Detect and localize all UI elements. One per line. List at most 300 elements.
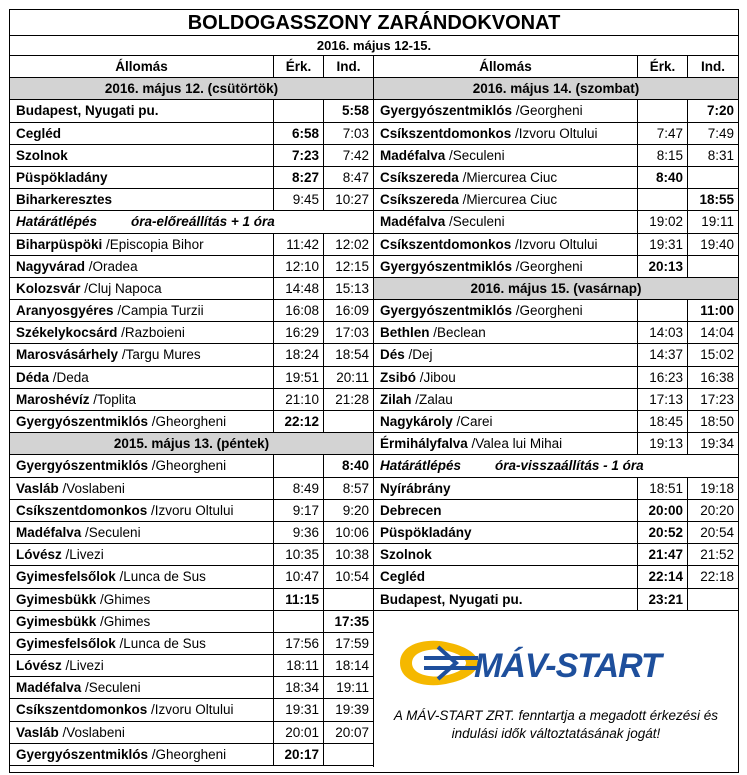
arrival-time: 9:17 <box>274 500 324 521</box>
table-row <box>10 522 373 544</box>
logo-area <box>374 611 738 767</box>
table-row <box>10 744 373 766</box>
station-name: Érmihályfalva <box>380 436 468 452</box>
station-cell <box>374 411 638 432</box>
arrival-time: 8:27 <box>274 167 324 188</box>
arrival-header: Érk. <box>274 56 324 77</box>
table-row <box>10 566 373 588</box>
table-row <box>374 145 738 167</box>
table-row <box>374 411 738 433</box>
departure-header: Ind. <box>336 59 361 74</box>
border-crossing-label: Határátlépés <box>380 458 462 474</box>
table-row <box>374 189 738 211</box>
arrival-time: 18:24 <box>274 344 324 365</box>
arrival-time: 20:00 <box>638 500 688 521</box>
table-row <box>10 123 373 145</box>
arrival-time <box>274 611 324 632</box>
table-row <box>10 655 373 677</box>
arrival-time: 14:37 <box>638 344 688 365</box>
station-cell <box>10 478 274 499</box>
table-row <box>10 367 373 389</box>
arrival-time: 17:56 <box>274 633 324 654</box>
departure-time: 7:20 <box>706 103 734 119</box>
station-alt-name: /Voslabeni <box>58 480 125 496</box>
station-name: Biharpüspöki <box>16 236 103 252</box>
station-name: Püspökladány <box>16 169 108 185</box>
station-name: Budapest, Nyugati pu. <box>380 591 523 607</box>
station-alt-name: /Episcopia Bihor <box>102 236 204 252</box>
departure-time: 20:20 <box>700 502 734 518</box>
table-row <box>10 722 373 744</box>
arrival-time: 9:36 <box>274 522 324 543</box>
timetable-dates: 2016. május 12-15. <box>10 36 738 56</box>
station-name: Gyergyószentmiklós <box>16 458 149 474</box>
station-alt-name: /Ghimes <box>96 591 151 607</box>
station-name: Gyergyószentmiklós <box>380 103 513 119</box>
station-alt-name: /Campia Turzii <box>113 303 204 319</box>
station-name: Vasláb <box>16 480 59 496</box>
station-cell <box>374 433 638 454</box>
station-alt-name: /Lunca de Sus <box>115 569 206 585</box>
table-row <box>374 123 738 145</box>
timetable-title: BOLDOGASSZONY ZARÁNDOKVONAT <box>10 10 738 36</box>
arrival-time: 6:58 <box>274 123 324 144</box>
arrival-time: 10:47 <box>274 566 324 587</box>
station-name: Gyimesfelsőlok <box>16 635 116 651</box>
station-name: Gyergyószentmiklós <box>380 258 513 274</box>
station-name: Gyimesbükk <box>16 613 97 629</box>
arrival-time: 20:17 <box>274 744 324 765</box>
station-name: Cegléd <box>16 125 62 141</box>
station-cell <box>10 389 274 410</box>
departure-time <box>324 744 373 765</box>
table-row <box>374 522 738 544</box>
station-name: Kolozsvár <box>16 280 81 296</box>
table-row <box>374 167 738 189</box>
table-row <box>10 145 373 167</box>
arrival-time <box>638 300 688 321</box>
arrival-time: 14:03 <box>638 322 688 343</box>
departure-time: 17:23 <box>700 391 734 407</box>
departure-header: Ind. <box>701 59 725 74</box>
left-timetable <box>10 56 374 767</box>
station-name: Lóvész <box>16 547 62 563</box>
station-name: Vasláb <box>16 724 59 740</box>
station-name: Nagykároly <box>380 414 453 429</box>
station-cell <box>10 123 274 144</box>
station-cell <box>10 300 274 321</box>
table-row <box>10 256 373 278</box>
day-header: 2016. május 14. (szombat) <box>374 78 738 100</box>
departure-time: 19:11 <box>701 214 734 230</box>
departure-time: 19:11 <box>336 680 369 696</box>
arrival-time <box>638 189 688 210</box>
station-name: Madéfalva <box>380 214 446 230</box>
time-change-note: óra-visszaállítás - 1 óra <box>495 458 644 474</box>
station-alt-name: /Seculeni <box>445 147 505 163</box>
station-alt-name: /Miercurea Ciuc <box>458 169 558 185</box>
arrival-time: 19:13 <box>638 433 688 454</box>
departure-time: 19:40 <box>700 236 734 252</box>
station-name: Szolnok <box>380 547 432 563</box>
station-alt-name: /Lunca de Sus <box>115 635 206 651</box>
arrival-time: 21:47 <box>638 544 688 565</box>
border-crossing-row <box>374 455 738 477</box>
departure-time: 18:54 <box>335 347 369 363</box>
arrival-time: 19:51 <box>274 367 324 388</box>
table-row <box>10 611 373 633</box>
station-alt-name: /Targu Mures <box>118 347 201 363</box>
station-header: Állomás <box>10 56 274 77</box>
station-name: Déda <box>16 369 50 385</box>
table-row <box>374 566 738 588</box>
arrival-time: 10:35 <box>274 544 324 565</box>
departure-time: 10:54 <box>335 569 369 585</box>
station-name: Zsibó <box>380 369 416 385</box>
arrival-time: 12:10 <box>274 256 324 277</box>
station-cell <box>10 455 274 476</box>
table-row <box>10 699 373 721</box>
departure-time: 8:40 <box>341 458 369 474</box>
station-cell <box>10 411 274 432</box>
table-row <box>10 411 373 433</box>
departure-time: 7:03 <box>342 125 369 141</box>
departure-time: 7:49 <box>707 125 734 141</box>
station-alt-name: /Gheorgheni <box>148 458 227 474</box>
station-alt-name: /Izvoru Oltului <box>147 702 234 718</box>
station-name: Gyimesfelsőlok <box>16 569 116 585</box>
departure-time: 17:03 <box>335 325 369 341</box>
station-alt-name: /Izvoru Oltului <box>511 236 598 252</box>
station-cell <box>10 655 274 676</box>
table-row <box>10 344 373 366</box>
departure-time: 11:00 <box>700 303 734 319</box>
departure-time: 10:38 <box>335 547 369 563</box>
station-cell <box>374 145 638 166</box>
station-name: Nyírábrány <box>380 480 451 496</box>
border-crossing-label: Határátlépés <box>16 214 98 230</box>
departure-time: 15:02 <box>700 347 734 363</box>
station-cell <box>10 322 274 343</box>
station-name: Cegléd <box>380 569 426 585</box>
column-header <box>10 56 373 78</box>
station-cell <box>10 367 274 388</box>
station-cell <box>10 256 274 277</box>
station-alt-name: /Valea lui Mihai <box>467 436 563 452</box>
station-alt-name: /Dej <box>404 347 433 363</box>
station-cell <box>374 167 638 188</box>
station-cell <box>374 256 638 277</box>
station-cell <box>374 522 638 543</box>
station-alt-name: /Izvoru Oltului <box>511 125 598 141</box>
station-cell <box>10 566 274 587</box>
departure-time: 19:18 <box>700 480 734 496</box>
station-cell <box>10 722 274 743</box>
station-name: Debrecen <box>380 502 442 518</box>
departure-time: 20:11 <box>336 369 369 385</box>
station-alt-name: /Miercurea Ciuc <box>458 192 558 208</box>
station-cell <box>10 522 274 543</box>
station-alt-name: /Deda <box>49 369 89 385</box>
station-name: Madéfalva <box>16 524 82 540</box>
table-row <box>10 544 373 566</box>
day-header: 2015. május 13. (péntek) <box>10 433 373 455</box>
departure-time: 14:04 <box>700 325 734 341</box>
arrival-time: 23:21 <box>638 589 688 610</box>
departure-time: 16:09 <box>335 303 369 319</box>
arrival-time: 19:02 <box>638 211 688 232</box>
arrival-time: 16:23 <box>638 367 688 388</box>
arrival-time: 11:42 <box>274 234 324 255</box>
right-timetable <box>374 56 738 767</box>
departure-time: 18:14 <box>335 658 369 674</box>
arrival-time: 8:49 <box>274 478 324 499</box>
station-name: Csíkszereda <box>380 192 459 208</box>
station-cell <box>374 100 638 121</box>
departure-time: 9:20 <box>342 502 369 518</box>
station-cell <box>374 123 638 144</box>
departure-time: 21:28 <box>335 391 369 407</box>
station-header: Állomás <box>374 56 638 77</box>
station-alt-name: /Livezi <box>61 658 104 674</box>
departure-time <box>324 411 373 432</box>
departure-time <box>688 589 738 610</box>
table-row <box>374 100 738 122</box>
station-alt-name: /Izvoru Oltului <box>147 502 234 518</box>
departure-time <box>324 589 373 610</box>
station-name: Nagyvárad <box>16 258 86 274</box>
day-header: 2016. május 12. (csütörtök) <box>10 78 373 100</box>
station-alt-name: /Beclean <box>429 325 486 341</box>
timetable-sheet <box>9 9 739 773</box>
table-row <box>10 234 373 256</box>
station-name: Csíkszereda <box>380 169 459 185</box>
arrival-time: 7:23 <box>274 145 324 166</box>
departure-time: 5:58 <box>341 103 369 119</box>
border-crossing-row <box>10 211 373 233</box>
station-alt-name: /Zalau <box>411 391 453 407</box>
station-cell <box>374 367 638 388</box>
table-row <box>374 544 738 566</box>
arrival-time: 19:31 <box>274 699 324 720</box>
station-cell <box>374 234 638 255</box>
station-alt-name: /Toplita <box>89 391 137 407</box>
station-name: Csíkszentdomonkos <box>16 702 148 718</box>
station-cell <box>10 234 274 255</box>
arrival-time: 20:13 <box>638 256 688 277</box>
station-name: Gyergyószentmiklós <box>380 303 513 319</box>
table-row <box>374 211 738 233</box>
station-name: Gyergyószentmiklós <box>16 414 149 429</box>
station-alt-name: /Georgheni <box>512 303 583 319</box>
station-cell <box>374 189 638 210</box>
station-name: Csíkszentdomonkos <box>380 125 512 141</box>
station-cell <box>374 500 638 521</box>
station-cell <box>10 167 274 188</box>
station-cell <box>10 344 274 365</box>
departure-time: 22:18 <box>700 569 734 585</box>
departure-time: 16:38 <box>700 369 734 385</box>
departure-time: 17:35 <box>334 613 369 629</box>
table-row <box>10 500 373 522</box>
station-name: Zilah <box>380 391 412 407</box>
departure-time: 8:47 <box>342 169 369 185</box>
table-row <box>10 455 373 477</box>
station-cell <box>10 744 274 765</box>
station-cell <box>374 544 638 565</box>
arrival-time: 8:40 <box>638 167 688 188</box>
station-cell <box>374 478 638 499</box>
arrival-time: 16:08 <box>274 300 324 321</box>
table-row <box>374 433 738 455</box>
departure-time: 8:31 <box>707 147 734 163</box>
station-alt-name: /Voslabeni <box>58 724 125 740</box>
table-row <box>10 589 373 611</box>
station-alt-name: /Oradea <box>85 258 138 274</box>
departure-time: 18:55 <box>699 192 734 208</box>
arrival-time: 17:13 <box>638 389 688 410</box>
arrival-time: 21:10 <box>274 389 324 410</box>
table-row <box>10 167 373 189</box>
station-cell <box>10 589 274 610</box>
station-name: Dés <box>380 347 405 363</box>
departure-time <box>688 167 738 188</box>
arrival-header: Érk. <box>638 56 688 77</box>
arrival-time: 20:01 <box>274 722 324 743</box>
table-row <box>10 677 373 699</box>
station-cell <box>374 300 638 321</box>
table-row <box>374 478 738 500</box>
departure-time: 12:02 <box>335 236 369 252</box>
station-name: Biharkeresztes <box>16 192 113 208</box>
station-cell <box>374 322 638 343</box>
table-row <box>10 300 373 322</box>
departure-time: 12:15 <box>335 258 369 274</box>
arrival-time <box>274 100 324 121</box>
station-name: Budapest, Nyugati pu. <box>16 103 159 119</box>
departure-time: 15:13 <box>335 280 369 296</box>
station-cell <box>10 278 274 299</box>
arrival-time: 16:29 <box>274 322 324 343</box>
station-name: Marosvásárhely <box>16 347 119 363</box>
arrival-time: 18:11 <box>274 655 324 676</box>
day-header: 2016. május 15. (vasárnap) <box>374 278 738 300</box>
table-row <box>10 189 373 211</box>
station-name: Maroshévíz <box>16 391 90 407</box>
station-cell <box>10 189 274 210</box>
table-row <box>10 633 373 655</box>
table-row <box>374 367 738 389</box>
table-row <box>374 389 738 411</box>
station-cell <box>10 100 274 121</box>
station-name: Bethlen <box>380 325 430 341</box>
station-name: Madéfalva <box>16 680 82 696</box>
arrival-time: 7:47 <box>638 123 688 144</box>
departure-time: 20:07 <box>335 724 369 740</box>
station-name: Lóvész <box>16 658 62 674</box>
station-cell <box>10 611 274 632</box>
station-cell <box>10 677 274 698</box>
station-alt-name: /Ghimes <box>96 613 151 629</box>
station-alt-name: /Seculeni <box>445 214 505 230</box>
arrival-time <box>274 455 324 476</box>
table-row <box>374 322 738 344</box>
table-row <box>374 300 738 322</box>
table-row <box>10 100 373 122</box>
table-row <box>374 589 738 611</box>
station-cell <box>10 145 274 166</box>
table-row <box>10 478 373 500</box>
arrival-time: 18:45 <box>638 411 688 432</box>
station-name: Gyimesbükk <box>16 591 97 607</box>
station-alt-name: /Georgheni <box>512 103 583 119</box>
station-name: Csíkszentdomonkos <box>380 236 512 252</box>
table-row <box>10 389 373 411</box>
station-name: Szolnok <box>16 147 68 163</box>
column-header <box>374 56 738 78</box>
departure-time: 20:54 <box>700 524 734 540</box>
table-row <box>10 278 373 300</box>
table-row <box>374 344 738 366</box>
station-alt-name: /Georgheni <box>512 258 583 274</box>
table-row <box>374 256 738 278</box>
station-name: Madéfalva <box>380 147 446 163</box>
station-alt-name: /Carei <box>452 414 493 429</box>
table-row <box>374 500 738 522</box>
departure-time: 17:59 <box>335 635 369 651</box>
logo-wordmark: MÁV-START <box>474 646 661 685</box>
station-alt-name: /Gheorgheni <box>148 746 227 762</box>
table-row <box>374 234 738 256</box>
arrival-time: 18:34 <box>274 677 324 698</box>
station-cell <box>10 633 274 654</box>
station-name: Püspökladány <box>380 524 472 540</box>
time-change-note: óra-előreállítás + 1 óra <box>131 214 275 230</box>
station-alt-name: /Seculeni <box>81 524 141 540</box>
arrival-time: 18:51 <box>638 478 688 499</box>
station-cell <box>10 500 274 521</box>
arrival-time: 8:15 <box>638 145 688 166</box>
arrival-time: 19:31 <box>638 234 688 255</box>
station-cell <box>374 589 638 610</box>
station-alt-name: /Cluj Napoca <box>80 280 162 296</box>
departure-time: 19:39 <box>335 702 369 718</box>
departure-time: 18:50 <box>700 414 734 429</box>
arrival-time: 11:15 <box>274 589 324 610</box>
station-alt-name: /Razboieni <box>117 325 185 341</box>
station-name: Csíkszentdomonkos <box>16 502 148 518</box>
station-cell <box>10 544 274 565</box>
departure-time <box>688 256 738 277</box>
departure-time: 10:27 <box>335 192 369 208</box>
arrival-time: 22:14 <box>638 566 688 587</box>
station-alt-name: /Seculeni <box>81 680 141 696</box>
departure-time: 21:52 <box>700 547 734 563</box>
arrival-time: 9:45 <box>274 189 324 210</box>
station-cell <box>374 211 638 232</box>
arrival-time <box>638 100 688 121</box>
arrival-time: 22:12 <box>274 411 324 432</box>
station-cell <box>374 344 638 365</box>
station-name: Gyergyószentmiklós <box>16 746 149 762</box>
departure-time: 19:34 <box>700 436 734 452</box>
departure-time: 10:06 <box>335 524 369 540</box>
arrival-time: 20:52 <box>638 522 688 543</box>
station-alt-name: /Jibou <box>416 369 456 385</box>
station-alt-name: /Gheorgheni <box>148 414 227 429</box>
station-alt-name: /Livezi <box>61 547 104 563</box>
footer-notice: A MÁV-START ZRT. fenntartja a megadott érkezési és indulási idők változtatásának jogát! <box>393 707 719 741</box>
